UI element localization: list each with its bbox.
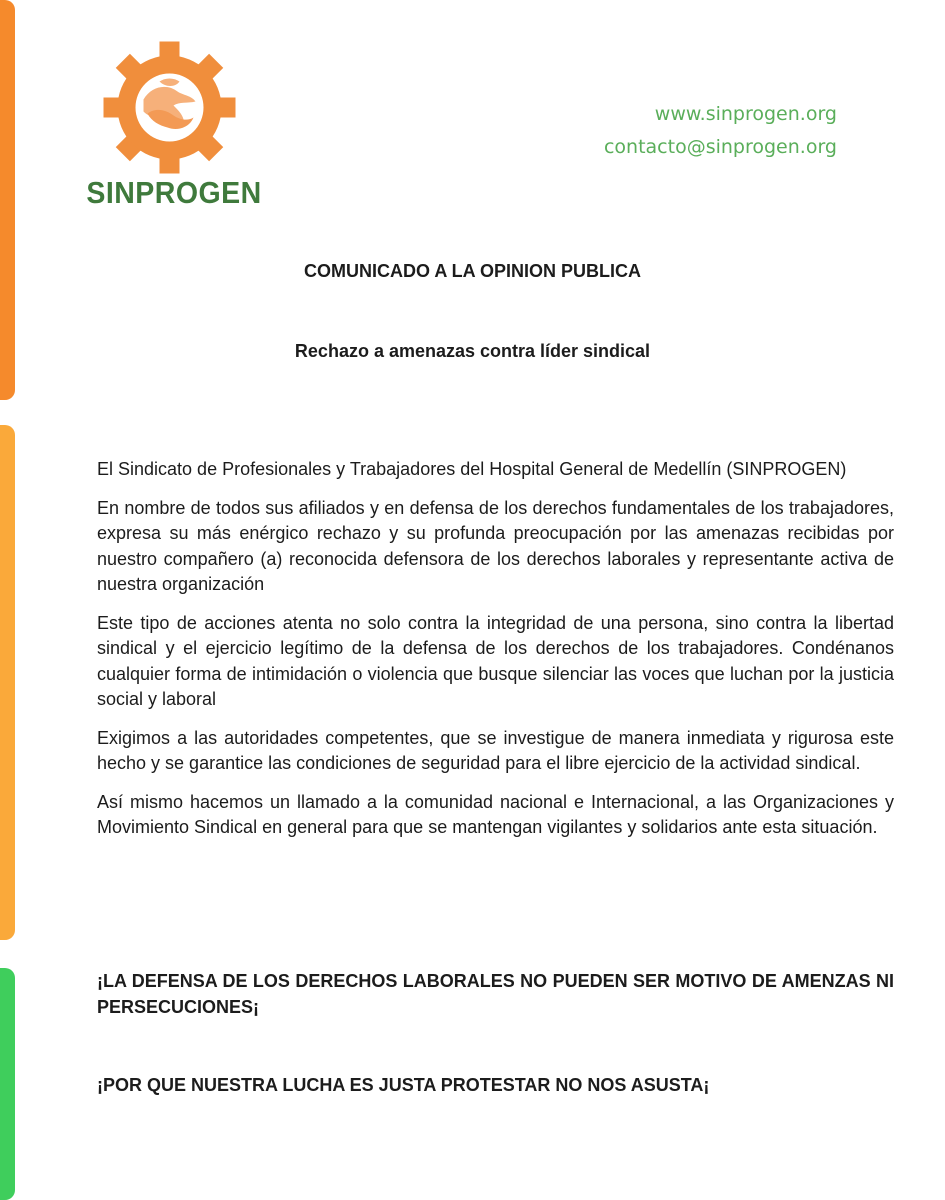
slogan: ¡LA DEFENSA DE LOS DERECHOS LABORALES NO PUEDEN SER MOTIVO DE AMENZAS NI PERSECUCIONES¡ (97, 971, 894, 1017)
paragraph: Así mismo hacemos un llamado a la comunidad nacional e Internacional, a las Organizaciones y Movimiento Sindical en general para que se mantengan vigilantes y solidarios ante esta situación. (97, 791, 894, 837)
email-link[interactable]: contacto@sinprogen.org (603, 136, 837, 158)
document-body (97, 457, 894, 854)
paragraph: Exigimos a las autoridades competentes, que se investigue de manera inmediata y rigurosa este hecho y se garantice las condiciones de seguridad para el libre ejercicio de la actividad sindical. (97, 727, 894, 773)
paragraph: En nombre de todos sus afiliados y en defensa de los derechos fundamentales de los trabajadores, expresa su más enérgico rechazo y su profunda preocupación por las amenazas recibidas por nuestro compañero (a) reconocida defensora de los derechos laborales y representante activa de nuestra organización (97, 497, 894, 594)
paragraph: Este tipo de acciones atenta no solo contra la integridad de una persona, sino contra la libertad sindical y el ejercicio legítimo de la defensa de los derechos de los trabajadores. Condénanos cualquier forma de intimidación o violencia que busque silenciar las voces que luchan por la justicia social y laboral (97, 612, 894, 709)
green-side-bar (0, 968, 15, 1200)
slogan: ¡POR QUE NUESTRA LUCHA ES JUSTA PROTESTAR NO NOS ASUSTA¡ (97, 1075, 710, 1095)
document-title: COMUNICADO A LA OPINION PUBLICA (304, 261, 641, 281)
contact-info (604, 98, 837, 164)
yellow-side-bar (0, 425, 15, 940)
sinprogen-logo (70, 40, 275, 215)
paragraph: El Sindicato de Profesionales y Trabajadores del Hospital General de Medellín (SINPROGEN) (97, 459, 847, 479)
gear-hands-icon (102, 40, 237, 175)
logo-wordmark: SINPROGEN (86, 175, 262, 210)
document-subtitle: Rechazo a amenazas contra líder sindical (294, 341, 651, 361)
website-link[interactable]: www.sinprogen.org (654, 103, 837, 125)
orange-side-bar (0, 0, 15, 400)
